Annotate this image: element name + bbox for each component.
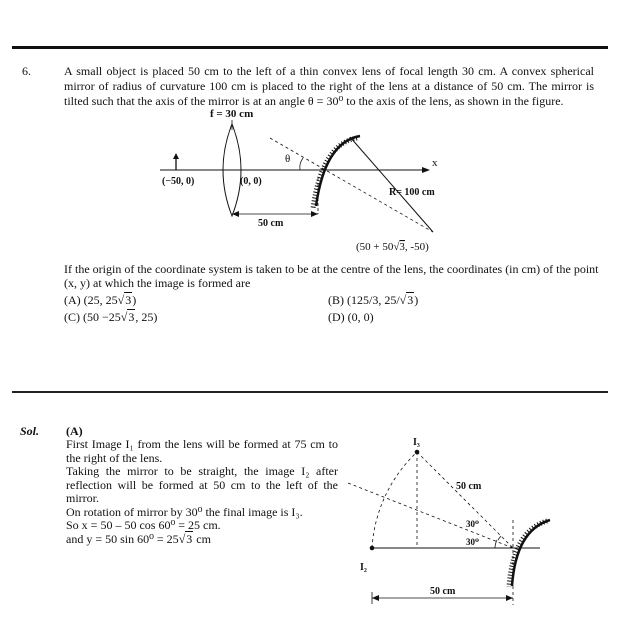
solution-eq-1: So x = 50 – 50 cos 60⁰ = 25 cm.	[66, 518, 221, 532]
angle-label-1: 30⁰	[466, 519, 479, 529]
question-text-2: If the origin of the coordinate system is taken to be at the centre of the lens, the coordinates (in cm) of the point (x, y) at which the image is formed are	[64, 262, 599, 290]
mirror-axis-dashed	[270, 138, 433, 232]
object-coord: (−50, 0)	[162, 176, 195, 187]
question-number: 6.	[22, 64, 31, 78]
angle-label-2: 30⁰	[466, 537, 479, 547]
radius-label: R= 100 cm	[389, 187, 435, 198]
distance-label: 50 cm	[258, 218, 284, 229]
question-text: A small object is placed 50 cm to the left of a thin convex lens of focal length 30 cm. A convex spherical mirror of radius of curvature 100 cm is placed to the right of the lens at a distance of 50 cm. The mirror is tilted such that the axis of the mirror is at an angle θ = 30⁰ to the axis of the lens, as shown in the figure.	[64, 64, 594, 108]
object-arrow-head	[173, 153, 179, 159]
i3-label: I₃	[413, 437, 420, 448]
dist-label-50: 50 cm	[456, 481, 482, 492]
option-c[interactable]: (C) (50 −25√3, 25)	[64, 310, 158, 324]
solution-line-2: Taking the mirror to be straight, the image I₂ after reflection will be formed at 50 cm to the left of the mirror.	[66, 464, 338, 505]
i2-point	[370, 546, 375, 551]
rotated-axis	[348, 483, 513, 548]
dist-arrow-right	[311, 211, 318, 217]
solution-label: Sol.	[20, 424, 40, 438]
option-a[interactable]: (A) (25, 25√3)	[64, 293, 137, 307]
convex-mirror	[316, 136, 360, 206]
bottom-dim-arrow-left	[372, 595, 379, 601]
section-rule	[12, 391, 608, 393]
i3-line	[417, 452, 513, 548]
option-b[interactable]: (B) (125/3, 25/√3)	[328, 293, 419, 307]
rotation-arc	[372, 452, 417, 548]
bottom-dist-label: 50 cm	[430, 586, 456, 597]
solution-line-3: On rotation of mirror by 30⁰ the final image is I₃.	[66, 504, 303, 519]
x-axis-label: x	[432, 157, 438, 169]
axis-arrow	[422, 167, 430, 173]
angle-arc-2	[498, 536, 501, 540]
i2-label: I₂	[360, 562, 367, 573]
origin-coord: (0, 0)	[240, 176, 262, 187]
point-coord: (50 + 50√3, -50)	[356, 241, 429, 253]
mirror-2-hatching	[509, 521, 547, 587]
solution-text	[66, 438, 338, 546]
mirror-hatching	[313, 138, 357, 208]
theta-label: θ	[285, 153, 291, 165]
theta-arc	[300, 158, 303, 170]
radius-line	[350, 137, 433, 232]
bottom-dim-arrow-right	[506, 595, 513, 601]
solution-line-1: First Image I₁ from the lens will be formed at 75 cm to the right of the lens.	[66, 437, 338, 465]
focal-label: f = 30 cm	[210, 108, 254, 120]
option-d[interactable]: (D) (0, 0)	[328, 310, 374, 324]
solution-eq-2: and y = 50 sin 60⁰ = 25√3 cm	[66, 531, 211, 546]
solution-answer: (A)	[66, 424, 83, 438]
